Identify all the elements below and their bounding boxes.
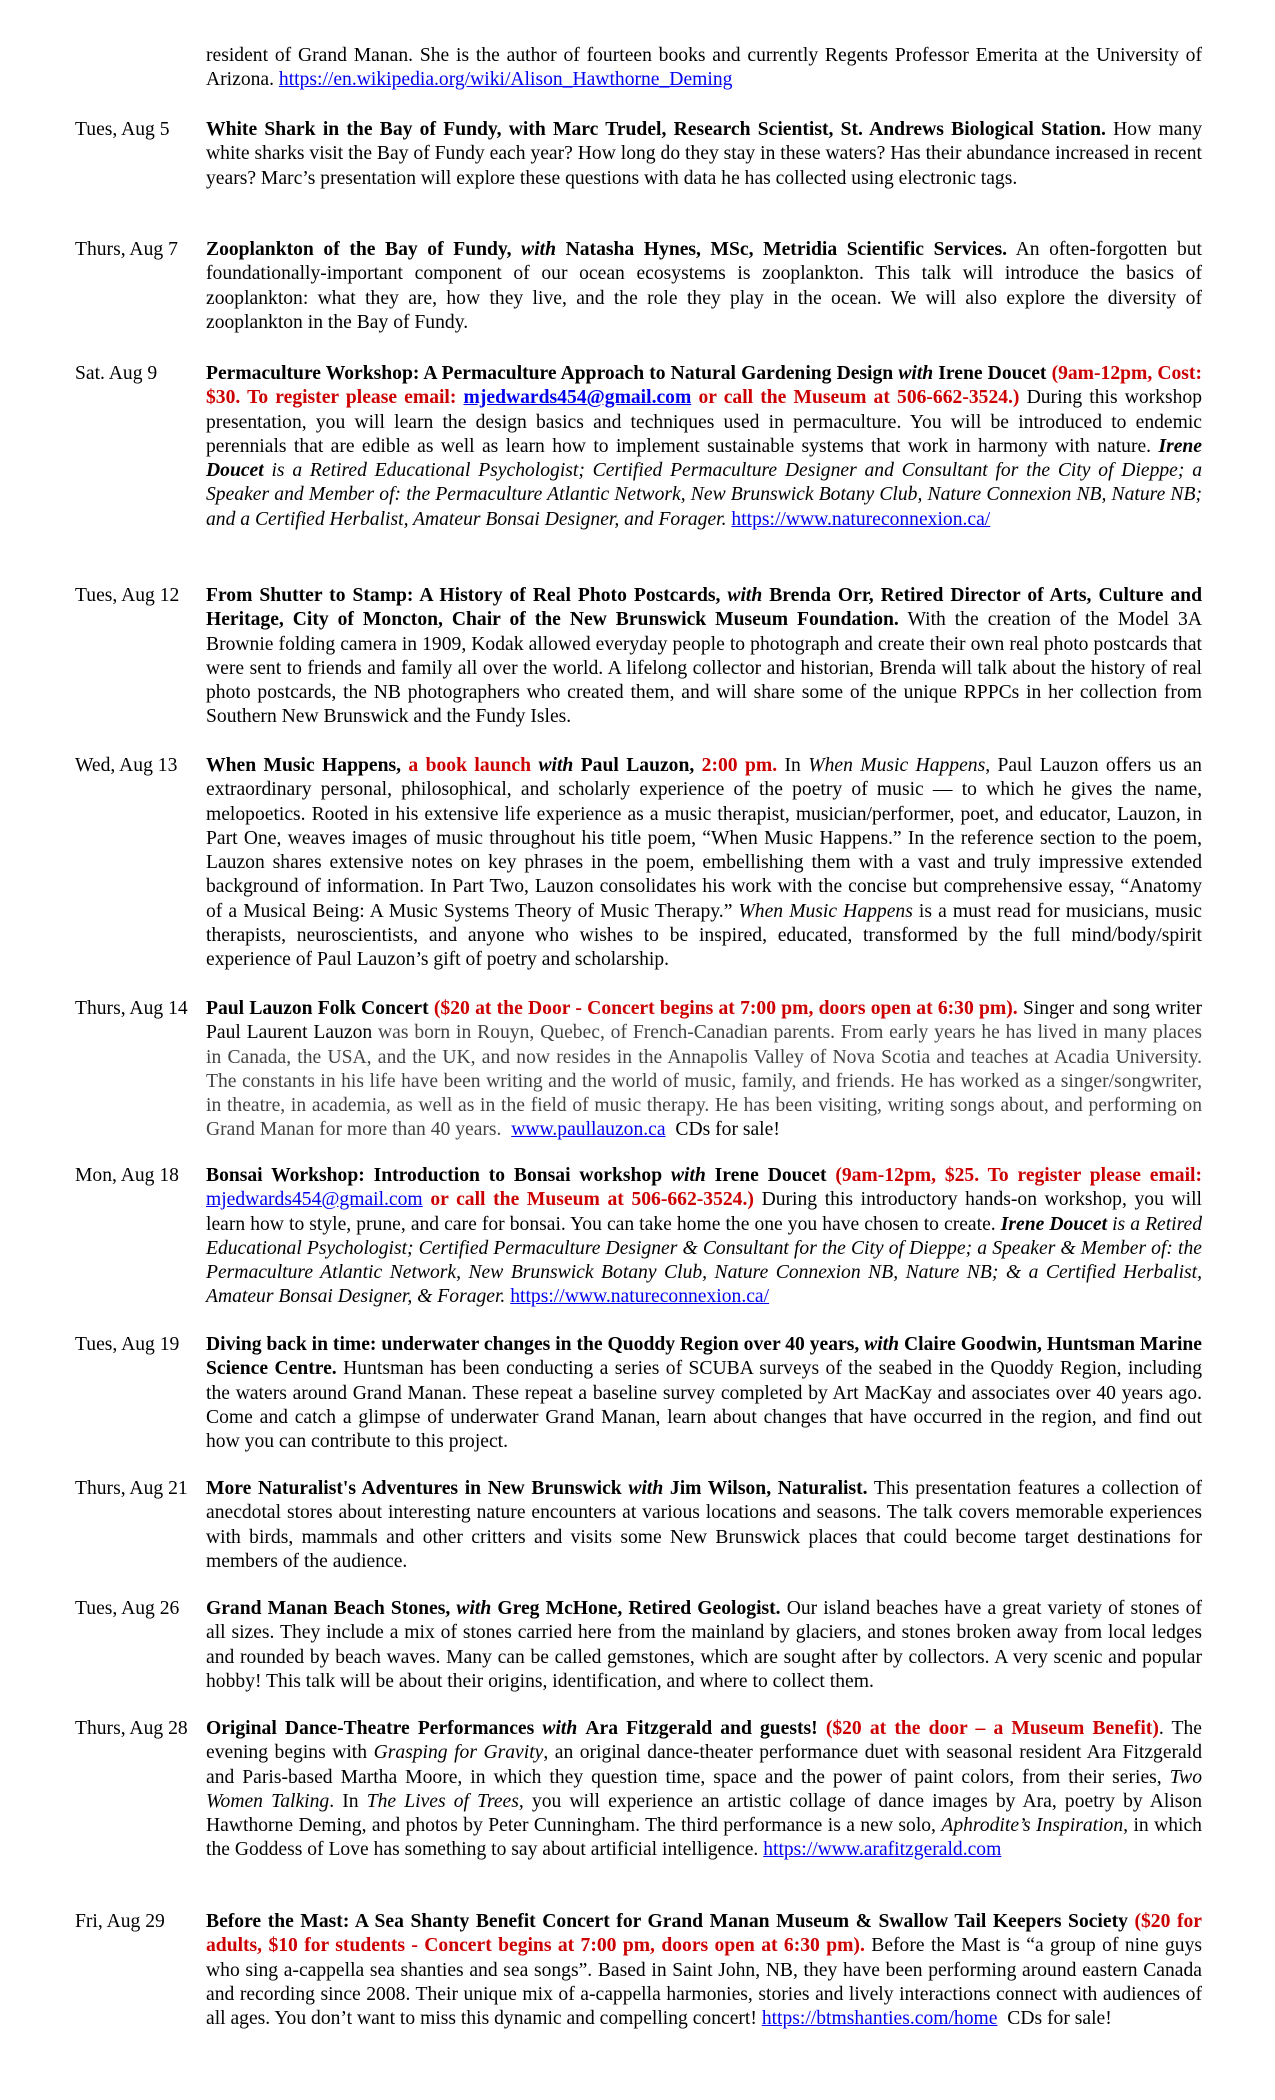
event-book-launch: a book launch: [408, 755, 532, 776]
event-title: Bonsai Workshop: Introduction to Bonsai workshop: [206, 1165, 663, 1186]
event-date: Thurs, Aug 21: [75, 1478, 188, 1499]
event-title: When Music Happens,: [206, 755, 401, 776]
intro-text: resident of Grand Manan. She is the author of fourteen books and currently Regents Professor Emerita at the University of Arizona.: [206, 45, 1202, 91]
event-link[interactable]: https://btmshanties.com/home: [761, 2008, 998, 2030]
event-link[interactable]: https://www.arafitzgerald.com: [763, 1839, 1002, 1861]
event-description-b: , an original dance-theater performance duet with seasonal resident Ara Fitzgerald and Paris-based Martha Moore, in which they question time, space and the power of paint colors, from their series,: [206, 1742, 1202, 1788]
event-body: [206, 1910, 1202, 2031]
event-description-a: Singer and song writer Paul Laurent Lauzon: [206, 998, 1202, 1044]
event-description-c: is a must read for musicians, music therapists, neuroscientists, and anyone who wishes to be inspired, educated, transformed by the full mind/body/spirit experience of Paul Lauzon’s gift of poetry and scholarship.: [206, 900, 1202, 971]
event-date: Wed, Aug 13: [75, 755, 178, 776]
event-body: [206, 584, 1202, 730]
event-body: [206, 118, 1202, 191]
event-description: How many white sharks visit the Bay of Fundy each year? How long do they stay in these waters? Has their abundance increased in recent years? Marc’s presentation will explore these questions with data he has collected using electronic tags.: [206, 119, 1202, 189]
performance-title: The Lives of Trees,: [366, 1790, 524, 1812]
event-title: White Shark in the Bay of Fundy, with Marc Trudel, Research Scientist, St. Andrews Biological Station.: [206, 119, 1106, 140]
event-with: with: [628, 1478, 664, 1499]
series-title: Two Women Talking: [206, 1766, 1202, 1812]
event-body: [206, 754, 1202, 973]
event-phone-note: or call the Museum at 506-662-3524.): [698, 387, 1020, 409]
event-with: with: [542, 1718, 578, 1739]
event-date: Tues, Aug 26: [75, 1598, 180, 1619]
event-date: Tues, Aug 12: [75, 585, 180, 606]
event-date: Tues, Aug 5: [75, 119, 170, 140]
event-title: Paul Lauzon Folk Concert: [206, 998, 429, 1019]
event-with: with: [670, 1165, 706, 1186]
event-body: [206, 1477, 1202, 1574]
presenter-name: Irene Doucet: [206, 435, 1202, 482]
performance-title: Aphrodite’s Inspiration,: [941, 1815, 1129, 1837]
event-title: From Shutter to Stamp: A History of Real Photo Postcards,: [206, 585, 721, 606]
presenter-name: Irene Doucet: [1000, 1213, 1108, 1235]
event-date: Thurs, Aug 7: [75, 239, 178, 260]
event-description-a: In: [784, 755, 801, 776]
event-link[interactable]: www.paullauzon.ca: [511, 1119, 666, 1141]
event-title: Permaculture Workshop: A Permaculture Approach to Natural Gardening Design: [206, 363, 894, 384]
event-presenter: Brenda Orr, Retired Director of Arts, Culture and Heritage, City of Moncton, Chair of the New Brunswick Museum Foundation.: [206, 585, 1202, 631]
event-price-note: ($20 for adults, $10 for students - Concert begins at 7:00 pm, doors open at 6:30 pm).: [206, 1911, 1202, 1957]
event-description-b: , Paul Lauzon offers us an extraordinary personal, philosophical, and scholarly experience of the poetry of music — to which he gives the name, melopoetics. Rooted in his extensive life experience as a music therapist, musician/performer, poet, and educator, Lauzon, in Part One, weaves images of music throughout his title poem, “When Music Happens.” In the reference section to the poem, Lauzon shares extensive notes on key phrases in the poem, embellishing them with a vast and truly impressive extended background of information. In Part Two, Lauzon consolidates his work with the concise but comprehensive essay, “Anatomy of a Musical Being: A Music Systems Theory of Music Therapy.”: [206, 755, 1202, 922]
event-presenter: Paul Lauzon,: [580, 755, 695, 776]
presenter-bio: is a Retired Educational Psychologist; Certified Permaculture Designer & Consultant for the City of Dieppe; a Speaker & Member of: the Permaculture Atlantic Network, New Brunswick Botany Club, Nature Connexion NB, Nature NB; & a Certified Herbalist, Amateur Bonsai Designer, & Forager.: [206, 1213, 1203, 1308]
event-presenter: Ara Fitzgerald and guests!: [585, 1718, 818, 1739]
event-date: Mon, Aug 18: [75, 1165, 179, 1186]
book-title: When Music Happens: [808, 755, 986, 776]
event-tail: CDs for sale!: [1007, 2008, 1112, 2030]
intro-paragraph: [206, 44, 1202, 93]
event-description: Our island beaches have a great variety of stones of all sizes. They include a mix of stones carried here from the mainland by glaciers, and stones broken away from local ledges and rounded by beach waves. Many can be called gemstones, which are sought after by collectors. A very scenic and popular hobby! This talk will be about their origins, identification, and where to collect them.: [206, 1598, 1202, 1692]
event-price-note: ($20 at the door – a Museum Benefit): [825, 1718, 1159, 1739]
event-presenter: Irene Doucet: [938, 363, 1047, 384]
event-description-c: . In: [329, 1790, 359, 1812]
event-link[interactable]: https://www.natureconnexion.ca/: [510, 1286, 770, 1308]
event-body: [206, 1164, 1202, 1310]
event-description: During this workshop presentation, you will learn the design basics and techniques used in permaculture. You will be introduced to endemic perennials that are edible as well as learn how to implement sustainable systems that work in harmony with nature.: [206, 387, 1202, 457]
event-description-a: . The evening begins with: [206, 1718, 1202, 1764]
event-with: with: [864, 1334, 900, 1355]
register-email-link[interactable]: mjedwards454@gmail.com: [206, 1189, 423, 1211]
book-title: When Music Happens: [738, 900, 913, 922]
event-title: More Naturalist's Adventures in New Brunswick: [206, 1478, 622, 1499]
event-body: [206, 997, 1202, 1143]
event-description-d: you will experience an artistic collage of dance images by Ara, poetry by Alison Hawthorne Deming, and photos by Peter Cunningham. The third performance is a new solo,: [206, 1790, 1203, 1837]
performance-title: Grasping for Gravity: [373, 1742, 544, 1764]
event-body: [206, 1717, 1202, 1863]
event-title: Before the Mast: A Sea Shanty Benefit Concert for Grand Manan Museum & Swallow Tail Keepers Society: [206, 1911, 1128, 1932]
event-date: Tues, Aug 19: [75, 1334, 180, 1355]
event-date: Fri, Aug 29: [75, 1911, 165, 1932]
event-body: [206, 362, 1202, 532]
event-description: An often-forgotten but foundationally-important component of our ocean ecosystems is zooplankton. This talk will introduce the basics of zooplankton: what they are, how they live, and the role they play in the ocean. We will also explore the diversity of zooplankton in the Bay of Fundy.: [206, 239, 1202, 333]
event-link[interactable]: https://www.natureconnexion.ca/: [731, 508, 991, 530]
event-tail: CDs for sale!: [675, 1119, 780, 1141]
event-body: [206, 1597, 1202, 1694]
intro-link[interactable]: https://en.wikipedia.org/wiki/Alison_Hawthorne_Deming: [278, 69, 733, 91]
event-cost-note: (9am-12pm, $25. To register please email:: [835, 1165, 1202, 1186]
event-description: Huntsman has been conducting a series of SCUBA surveys of the seabed in the Quoddy Region, including the waters around Grand Manan. These repeat a baseline survey completed by Art MacKay and associates over 40 years ago. Come and catch a glimpse of underwater Grand Manan, learn about changes that have occurred in the region, and find out how you can contribute to this project.: [206, 1358, 1202, 1453]
event-presenter: Claire Goodwin, Huntsman Marine Science Centre.: [206, 1334, 1202, 1380]
event-title: Diving back in time: underwater changes in the Quoddy Region over 40 years,: [206, 1334, 860, 1355]
event-description: This presentation features a collection of anecdotal stores about interesting nature encounters at various locations and seasons. The talk covers memorable experiences with birds, mammals and other critters and visits some New Brunswick places that could become target destinations for members of the audience.: [206, 1478, 1202, 1572]
event-body: [206, 238, 1202, 335]
event-description-e: in which the Goddess of Love has something to say about artificial intelligence.: [206, 1815, 1202, 1861]
event-with: with: [521, 239, 556, 260]
event-title: Grand Manan Beach Stones,: [206, 1598, 451, 1619]
event-presenter: Natasha Hynes, MSc, Metridia Scientific Services.: [565, 239, 1008, 260]
event-description: During this introductory hands-on workshop, you will learn how to style, prune, and care for bonsai. You can take home the one you have chosen to create.: [206, 1189, 1203, 1235]
event-time: 2:00 pm.: [701, 755, 778, 776]
event-title: Zooplankton of the Bay of Fundy,: [206, 239, 512, 260]
event-date: Thurs, Aug 14: [75, 998, 188, 1019]
event-cost-note: (9am-12pm, Cost: $30. To register please email:: [206, 363, 1202, 409]
register-email-link[interactable]: mjedwards454@gmail.com: [463, 387, 692, 409]
event-title: Original Dance-Theatre Performances: [206, 1718, 535, 1739]
event-with: with: [456, 1598, 492, 1619]
event-presenter: Jim Wilson, Naturalist.: [669, 1478, 868, 1499]
event-date: Thurs, Aug 28: [75, 1718, 188, 1739]
event-presenter: Greg McHone, Retired Geologist.: [497, 1598, 781, 1619]
event-description: Before the Mast is “a group of nine guys who sing a-cappella sea shanties and sea songs”. Based in Saint John, NB, they have been performing around eastern Canada and recording since 2008. Their unique mix of a-cappella harmonies, stories and lively interactions connect with audiences of all ages. You don’t want to miss this dynamic and compelling concert!: [206, 1935, 1202, 2030]
event-description-b: was born in Rouyn, Quebec, of French-Canadian parents. From early years he has lived in many places in Canada, the USA, and the UK, and now resides in the Annapolis Valley of Nova Scotia and teaches at Acadia University. The constants in his life have been writing and the world of music, family, and friends. He has worked as a singer/songwriter, in theatre, in academia, as well as in the field of music therapy. He has been visiting, writing songs about, and performing on Grand Manan for more than 40 years.: [206, 1022, 1203, 1141]
presenter-bio: is a Retired Educational Psychologist; Certified Permaculture Designer and Consultant for the City of Dieppe; a Speaker and Member of: the Permaculture Atlantic Network, New Brunswick Botany Club, Nature Connexion NB, Nature NB; and a Certified Herbalist, Amateur Bonsai Designer, and Forager.: [206, 460, 1202, 530]
event-body: [206, 1333, 1202, 1454]
event-with: with: [727, 585, 763, 606]
event-phone-note: or call the Museum at 506-662-3524.): [430, 1189, 754, 1211]
event-with: with: [538, 755, 574, 776]
event-presenter: Irene Doucet: [714, 1165, 827, 1186]
event-date: Sat. Aug 9: [75, 363, 158, 384]
event-price-note: ($20 at the Door - Concert begins at 7:00 pm, doors open at 6:30 pm).: [433, 998, 1018, 1019]
event-with: with: [898, 363, 934, 384]
event-description: With the creation of the Model 3A Brownie folding camera in 1909, Kodak allowed everyday people to photograph and create their own real photo postcards that were sent to friends and family all over the world. A lifelong collector and historian, Brenda will talk about the history of real photo postcards, the NB photographers who created them, and will share some of the unique RPPCs in her collection from Southern New Brunswick and the Fundy Isles.: [206, 609, 1202, 728]
